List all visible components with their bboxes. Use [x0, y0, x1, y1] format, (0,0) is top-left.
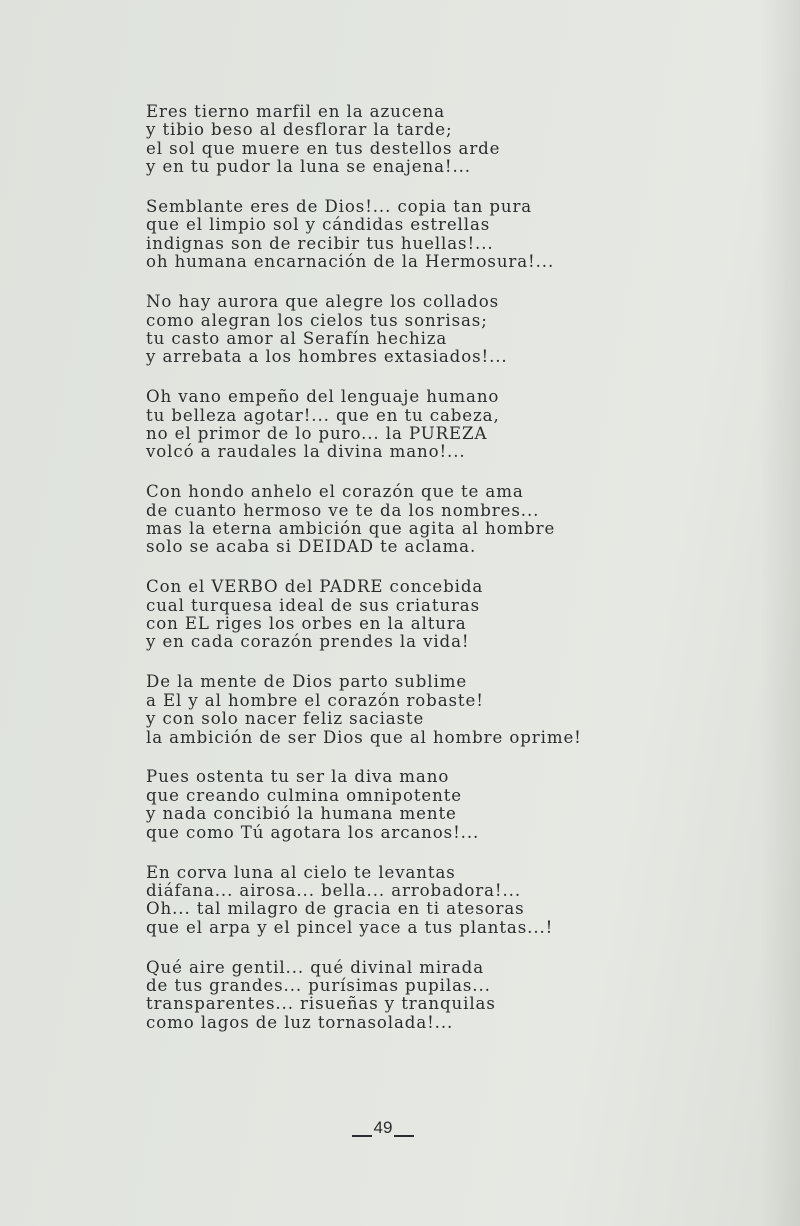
stanza — [146, 768, 786, 842]
verse-line: Con el VERBO del PADRE concebida — [146, 577, 484, 597]
page-number-value: 49 — [373, 1118, 393, 1137]
verse-line: de tus grandes... purísimas pupilas... — [146, 975, 491, 995]
verse-line: y con solo nacer feliz saciaste — [146, 709, 425, 729]
verse-line: Semblante eres de Dios!... copia tan pura — [146, 197, 533, 217]
verse-line: Con hondo anhelo el corazón que te ama — [146, 482, 524, 502]
stanza — [146, 578, 786, 652]
verse-line: y en cada corazón prendes la vida! — [146, 632, 470, 652]
verse-line: Pues ostenta tu ser la diva mano — [146, 767, 450, 787]
verse-line: a El y al hombre el corazón robaste! — [146, 690, 484, 710]
verse-line: tu belleza agotar!... que en tu cabeza, — [146, 405, 500, 425]
verse-line: y arrebata a los hombres extasiados!... — [146, 347, 508, 367]
page-number-dash-left — [352, 1135, 372, 1137]
verse-line: Oh... tal milagro de gracia en ti atesoras — [146, 899, 525, 919]
page-number-dash-right — [394, 1135, 414, 1137]
verse-line: volcó a raudales la divina mano!... — [146, 442, 466, 462]
verse-line: el sol que muere en tus destellos arde — [146, 138, 501, 158]
verse-line: cual turquesa ideal de sus criaturas — [146, 595, 481, 615]
verse-line: como alegran los cielos tus sonrisas; — [146, 310, 488, 330]
stanza — [146, 103, 786, 177]
verse-line: Oh vano empeño del lenguaje humano — [146, 387, 500, 407]
verse-line: de cuanto hermoso ve te da los nombres... — [146, 500, 540, 520]
verse-line: Eres tierno marfil en la azucena — [146, 102, 445, 121]
verse-line: De la mente de Dios parto sublime — [146, 672, 468, 692]
verse-line: mas la eterna ambición que agita al hombre — [146, 519, 556, 539]
verse-line: no el primor de lo puro... la PUREZA — [146, 423, 488, 443]
verse-line: que creando culmina omnipotente — [146, 785, 462, 805]
verse-line: la ambición de ser Dios que al hombre oprime! — [146, 727, 582, 747]
verse-line: tu casto amor al Serafín hechiza — [146, 328, 448, 348]
stanza — [146, 293, 786, 367]
stanza — [146, 673, 786, 747]
verse-line: transparentes... risueñas y tranquilas — [146, 994, 496, 1014]
verse-line: diáfana... airosa... bella... arrobadora!... — [146, 880, 522, 900]
stanza — [146, 388, 786, 462]
stanza — [146, 483, 786, 557]
verse-line: que como Tú agotara los arcanos!... — [146, 822, 480, 842]
verse-line: No hay aurora que alegre los collados — [146, 292, 499, 312]
verse-line: En corva luna al cielo te levantas — [146, 862, 456, 882]
verse-line: Qué aire gentil... qué divinal mirada — [146, 957, 484, 977]
stanza — [146, 198, 786, 272]
poem-body — [146, 103, 786, 1054]
verse-line: y tibio beso al desflorar la tarde; — [146, 120, 453, 140]
verse-line: oh humana encarnación de la Hermosura!... — [146, 252, 555, 272]
stanza — [146, 959, 786, 1033]
verse-line: solo se acaba si DEIDAD te aclama. — [146, 537, 477, 557]
verse-line: que el arpa y el pincel yace a tus plantas...! — [146, 917, 554, 937]
verse-line: con EL riges los orbes en la altura — [146, 614, 467, 634]
verse-line: y en tu pudor la luna se enajena!... — [146, 157, 471, 177]
verse-line: y nada concibió la humana mente — [146, 804, 457, 824]
stanza — [146, 864, 786, 938]
verse-line: que el limpio sol y cándidas estrellas — [146, 215, 491, 235]
page-number — [338, 1118, 428, 1138]
verse-line: indignas son de recibir tus huellas!... — [146, 233, 494, 253]
verse-line: como lagos de luz tornasolada!... — [146, 1012, 454, 1032]
